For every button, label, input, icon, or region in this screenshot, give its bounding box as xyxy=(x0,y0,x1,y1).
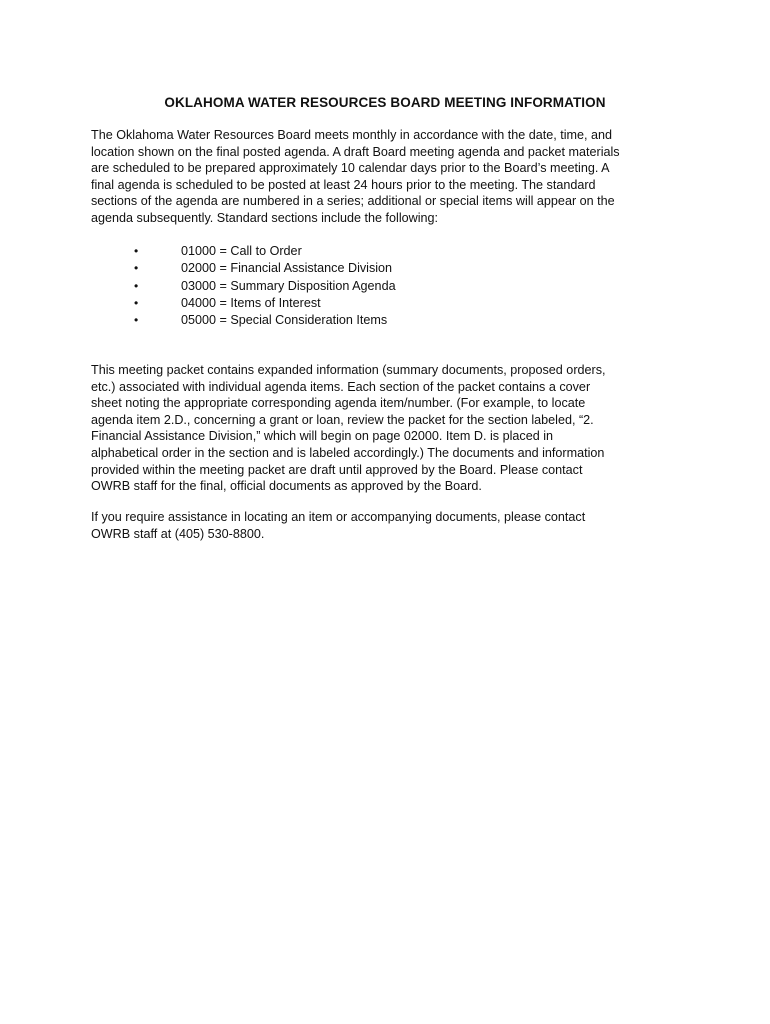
intro-line: location shown on the final posted agenda. A draft Board meeting agenda and packet materials xyxy=(91,144,620,159)
section-entry: 02000 = Financial Assistance Division xyxy=(181,261,393,276)
bullet-icon: • xyxy=(134,261,139,276)
intro-line: The Oklahoma Water Resources Board meets monthly in accordance with the date, time, and xyxy=(91,128,613,142)
assistance-line: OWRB staff at (405) 530-8800. xyxy=(91,526,265,541)
packet-line: etc.) associated with individual agenda items. Each section of the packet contains a cover xyxy=(91,379,591,394)
intro-line: sections of the agenda are numbered in a series; additional or special items will appear on the xyxy=(91,194,615,209)
list-item xyxy=(0,312,770,329)
section-entry: 04000 = Items of Interest xyxy=(181,295,321,310)
intro-line: are scheduled to be prepared approximately 10 calendar days prior to the Board’s meeting. A xyxy=(91,161,610,176)
list-item xyxy=(0,260,770,277)
bullet-icon: • xyxy=(134,295,139,310)
bullet-icon: • xyxy=(134,278,139,293)
assistance-paragraph xyxy=(91,509,691,542)
list-item xyxy=(0,295,770,312)
sections-list xyxy=(0,243,770,329)
intro-line: agenda subsequently. Standard sections include the following: xyxy=(91,210,439,225)
section-entry: 05000 = Special Consideration Items xyxy=(181,313,388,328)
list-item xyxy=(0,278,770,295)
packet-line: This meeting packet contains expanded information (summary documents, proposed orders, xyxy=(91,363,606,377)
packet-paragraph xyxy=(91,362,691,495)
bullet-icon: • xyxy=(134,244,139,258)
intro-line: final agenda is scheduled to be posted at least 24 hours prior to the meeting. The standard xyxy=(91,177,596,192)
page-title: OKLAHOMA WATER RESOURCES BOARD MEETING INFORMATION xyxy=(164,95,606,110)
section-entry: 01000 = Call to Order xyxy=(181,244,302,258)
section-entry: 03000 = Summary Disposition Agenda xyxy=(181,278,396,293)
list-item xyxy=(0,243,770,260)
packet-line: OWRB staff for the final, official documents as approved by the Board. xyxy=(91,479,482,494)
packet-line: provided within the meeting packet are draft until approved by the Board. Please contact xyxy=(91,462,583,477)
assistance-line: If you require assistance in locating an item or accompanying documents, please contact xyxy=(91,510,586,524)
packet-line: sheet noting the appropriate corresponding agenda item/number. (For example, to locate xyxy=(91,396,586,411)
packet-line: alphabetical order in the section and is labeled accordingly.) The documents and information xyxy=(91,445,605,460)
packet-line: agenda item 2.D., concerning a grant or loan, review the packet for the section labeled, “2. xyxy=(91,412,594,427)
intro-paragraph xyxy=(91,127,691,227)
bullet-icon: • xyxy=(134,313,139,328)
packet-line: Financial Assistance Division,” which will begin on page 02000. Item D. is placed in xyxy=(91,429,554,444)
